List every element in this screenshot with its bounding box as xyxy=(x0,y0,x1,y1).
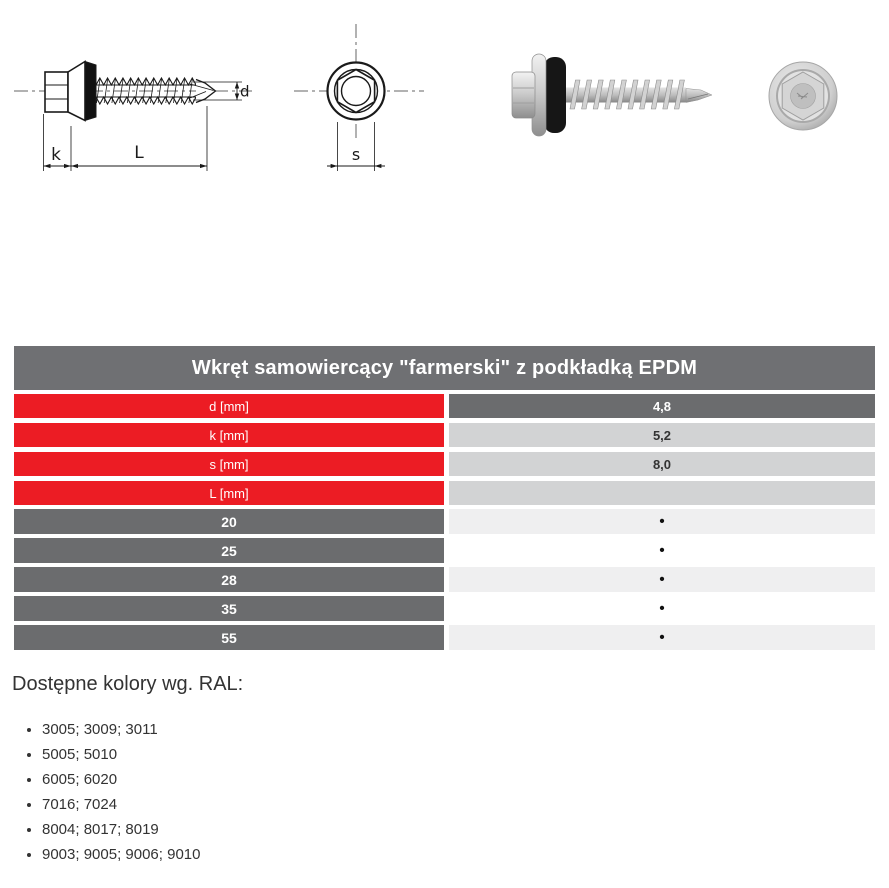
length-value-cell xyxy=(449,625,875,650)
epdm-washer-photo xyxy=(544,57,566,133)
spec-label-cell: k [mm] xyxy=(14,423,444,447)
dimension-label-s: s xyxy=(351,145,361,164)
table-row xyxy=(14,394,875,418)
table-row xyxy=(14,509,875,534)
table-row xyxy=(14,538,875,563)
product-photo-side xyxy=(512,54,712,136)
ral-color-item: • 8004; 8017; 8019 xyxy=(42,822,200,838)
ral-color-item: • 3005; 3009; 3011 xyxy=(42,722,200,738)
spec-label-cell: L [mm] xyxy=(14,481,444,505)
spec-value-cell: 5,2 xyxy=(449,423,875,447)
dimension-label-k: k xyxy=(51,145,61,165)
availability-dot: • xyxy=(659,512,665,530)
length-value-cell xyxy=(449,596,875,621)
ral-color-item: • 5005; 5010 xyxy=(42,747,200,763)
table-row xyxy=(14,567,875,592)
spec-value-cell: 4,8 xyxy=(449,394,875,418)
availability-dot: • xyxy=(659,570,665,588)
spec-label-cell: s [mm] xyxy=(14,452,444,476)
epdm-washer-drawing xyxy=(85,62,96,121)
hex-head-photo xyxy=(512,72,535,118)
washer-top-drawing xyxy=(328,63,385,120)
spec-table xyxy=(14,346,875,650)
length-label-cell: 35 xyxy=(14,596,444,621)
availability-dot: • xyxy=(659,599,665,617)
length-label-cell: 55 xyxy=(14,625,444,650)
length-label-cell: 28 xyxy=(14,567,444,592)
table-row xyxy=(14,481,875,505)
table-row xyxy=(14,452,875,476)
dimension-label-d: d xyxy=(240,82,250,101)
length-value-cell xyxy=(449,538,875,563)
ral-color-item: • 6005; 6020 xyxy=(42,772,200,788)
drill-point-drawing xyxy=(196,80,216,103)
table-title: Wkręt samowiercący "farmerski" z podkładką EPDM xyxy=(14,346,875,390)
ral-colors-list xyxy=(12,722,200,872)
dimension-label-L: L xyxy=(134,143,144,163)
product-photo-top xyxy=(769,62,837,130)
length-label-cell: 25 xyxy=(14,538,444,563)
spec-value-cell: 8,0 xyxy=(449,452,875,476)
availability-dot: • xyxy=(659,541,665,559)
ral-color-item: • 7016; 7024 xyxy=(42,797,200,813)
table-row xyxy=(14,423,875,447)
drill-point-photo xyxy=(686,89,712,103)
ral-color-item: • 9003; 9005; 9006; 9010 xyxy=(42,847,200,863)
ral-colors-heading: Dostępne kolory wg. RAL: xyxy=(12,673,244,695)
table-row xyxy=(14,596,875,621)
length-value-cell xyxy=(449,509,875,534)
technical-drawing xyxy=(0,0,460,310)
availability-dot: • xyxy=(659,628,665,646)
table-row xyxy=(14,625,875,650)
spec-label-cell: d [mm] xyxy=(14,394,444,418)
length-label-cell: 20 xyxy=(14,509,444,534)
product-photo xyxy=(489,0,889,220)
spec-value-cell xyxy=(449,481,875,505)
length-value-cell xyxy=(449,567,875,592)
